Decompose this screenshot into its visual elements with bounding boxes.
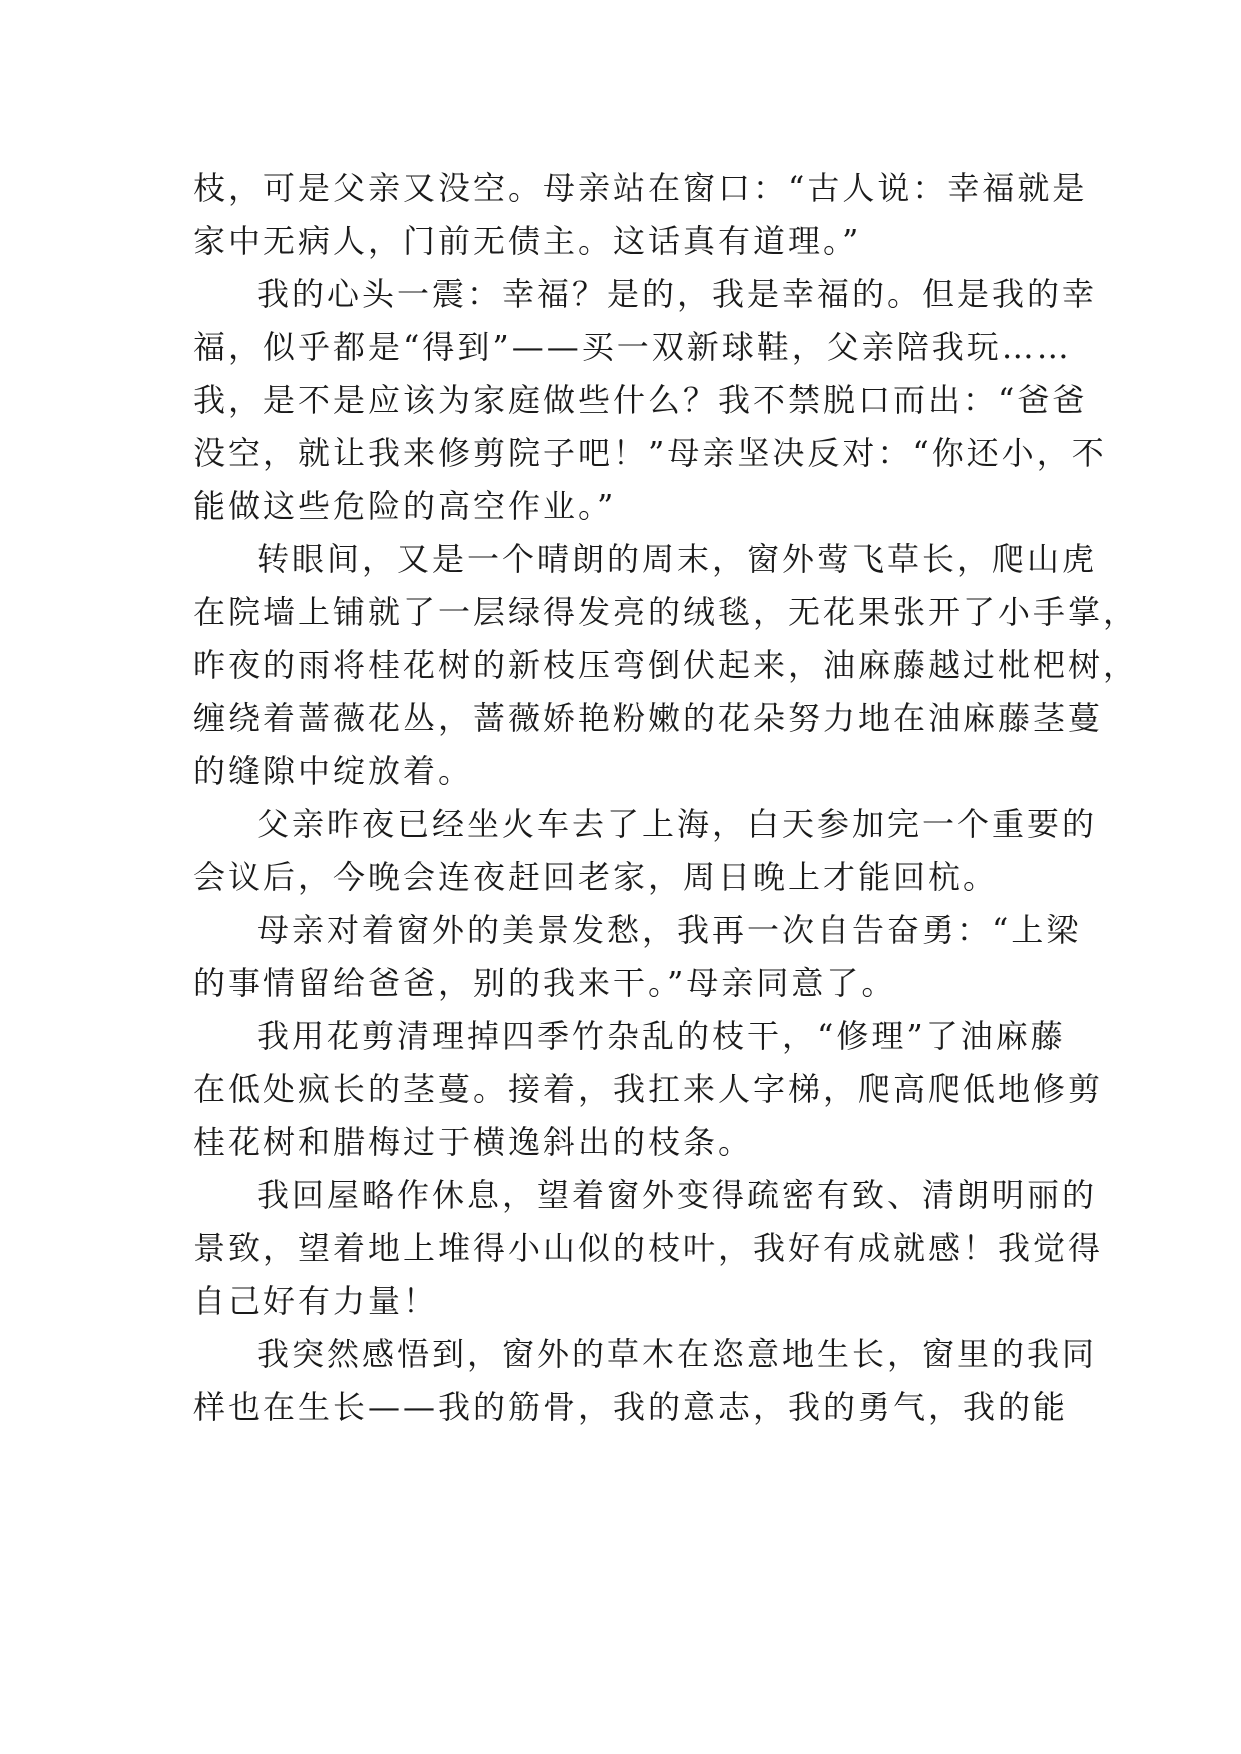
text-line: 能做这些危险的高空作业。” — [193, 487, 617, 525]
paragraph-start-line: 父亲昨夜已经坐火车去了上海，白天参加完一个重要的 — [257, 805, 1098, 843]
text-line: 会议后，今晚会连夜赶回老家，周日晚上才能回杭。 — [193, 858, 999, 896]
text-line: 桂花树和腊梅过于横逸斜出的枝条。 — [193, 1123, 754, 1161]
paragraph-start-line: 我突然感悟到，窗外的草木在恣意地生长，窗里的我同 — [257, 1335, 1098, 1373]
text-line: 缠绕着蔷薇花丛，蔷薇娇艳粉嫩的花朵努力地在油麻藤茎蔓 — [193, 699, 1104, 737]
text-line: 在院墙上铺就了一层绿得发亮的绒毯，无花果张开了小手掌， — [193, 593, 1139, 631]
paragraph-start-line: 我的心头一震：幸福？是的，我是幸福的。但是我的幸 — [257, 275, 1098, 313]
text-line: 枝，可是父亲又没空。母亲站在窗口：“古人说：幸福就是 — [193, 169, 1088, 207]
text-line: 家中无病人，门前无债主。这话真有道理。” — [193, 222, 862, 260]
text-line: 昨夜的雨将桂花树的新枝压弯倒伏起来，油麻藤越过枇杷树， — [193, 646, 1139, 684]
paragraph-start-line: 转眼间，又是一个晴朗的周末，窗外莺飞草长，爬山虎 — [257, 540, 1098, 578]
text-line: 在低处疯长的茎蔓。接着，我扛来人字梯，爬高爬低地修剪 — [193, 1070, 1104, 1108]
text-line: 景致，望着地上堆得小山似的枝叶，我好有成就感！我觉得 — [193, 1229, 1104, 1267]
paragraph-start-line: 我回屋略作休息，望着窗外变得疏密有致、清朗明丽的 — [257, 1176, 1098, 1214]
paragraph-start-line: 母亲对着窗外的美景发愁，我再一次自告奋勇：“上梁 — [257, 911, 1082, 949]
text-line: 自己好有力量！ — [193, 1282, 439, 1320]
text-line: 的缝隙中绽放着。 — [193, 752, 474, 790]
text-line: 没空，就让我来修剪院子吧！”母亲坚决反对：“你还小，不 — [193, 434, 1107, 472]
paragraph-start-line: 我用花剪清理掉四季竹杂乱的枝干，“修理”了油麻藤 — [257, 1017, 1066, 1055]
text-line: 我，是不是应该为家庭做些什么？我不禁脱口而出：“爸爸 — [193, 381, 1088, 419]
text-line: 样也在生长——我的筋骨，我的意志，我的勇气，我的能 — [193, 1388, 1069, 1426]
text-line: 福，似乎都是“得到”——买一双新球鞋，父亲陪我玩…… — [193, 328, 1072, 366]
text-line: 的事情留给爸爸，别的我来干。”母亲同意了。 — [193, 964, 897, 1002]
